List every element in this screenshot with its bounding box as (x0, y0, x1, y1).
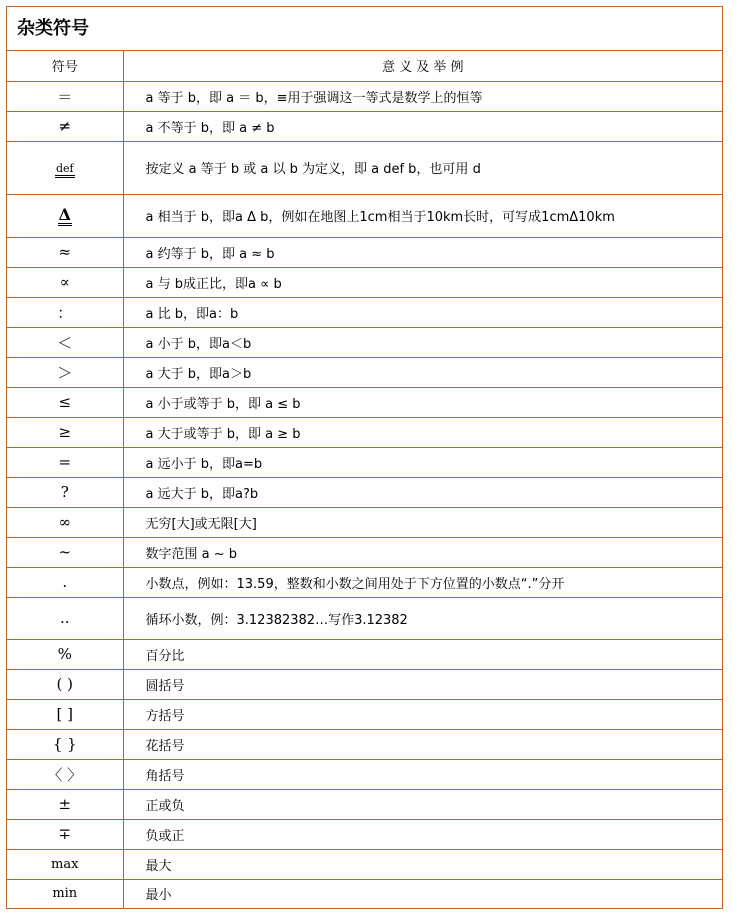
meaning-text: a 约等于 b，即 a ≈ b (145, 246, 275, 262)
table-row (7, 111, 722, 141)
meaning-text: 无穷[大]或无限[大] (145, 516, 257, 532)
header-meaning: 意 义 及 举 例 (123, 51, 722, 81)
symbol-text: ≥ (58, 423, 72, 441)
symbol-text: ± (58, 795, 72, 813)
symbol-cell (7, 477, 123, 507)
table-header-row (7, 51, 722, 81)
meaning-text: a 远大于 b，即a?b (145, 486, 259, 502)
meaning-text: a 大于或等于 b，即 a ≥ b (145, 426, 301, 442)
table-row (7, 447, 722, 477)
symbol-text: ＜ (57, 333, 73, 352)
symbol-cell (7, 111, 123, 141)
symbol-cell (7, 327, 123, 357)
symbol-sheet (6, 6, 723, 909)
meaning-cell (123, 669, 722, 699)
symbol-text: ? (60, 483, 69, 501)
meaning-cell (123, 387, 722, 417)
symbol-text: [ ] (56, 705, 73, 723)
meaning-text: 方括号 (145, 708, 185, 724)
symbol-text: = (58, 453, 72, 471)
symbol-text: ＞ (57, 363, 73, 382)
meaning-text: 数字范围 a ~ b (145, 546, 238, 562)
meaning-text: 循环小数，例：3.12382382…写作3.12382 (145, 612, 408, 628)
table-row (7, 567, 722, 597)
symbol-cell (7, 417, 123, 447)
table-row (7, 879, 722, 908)
symbol-text: ≠ (58, 117, 72, 135)
symbol-cell (7, 447, 123, 477)
table-row (7, 297, 722, 327)
meaning-cell (123, 597, 722, 639)
meaning-cell (123, 237, 722, 267)
meaning-cell (123, 357, 722, 387)
table-row (7, 81, 722, 111)
meaning-text: a 等于 b，即 a ＝ b，≡用于强调这一等式是数学上的恒等 (145, 90, 483, 106)
table-row (7, 327, 722, 357)
symbol-text: ( ) (56, 675, 73, 693)
table-row (7, 669, 722, 699)
meaning-cell (123, 297, 722, 327)
meaning-text: a 大于 b，即a＞b (145, 366, 252, 382)
symbol-cell (7, 699, 123, 729)
symbol-cell (7, 567, 123, 597)
meaning-cell (123, 447, 722, 477)
table-row (7, 477, 722, 507)
symbol-cell (7, 141, 123, 194)
symbol-text: ≈ (58, 243, 72, 261)
symbol-text: ： (57, 303, 73, 322)
meaning-cell (123, 537, 722, 567)
table-row (7, 759, 722, 789)
symbol-cell (7, 597, 123, 639)
meaning-text: 小数点，例如：13.59，整数和小数之间用处于下方位置的小数点“.”分开 (145, 576, 565, 592)
meaning-cell (123, 639, 722, 669)
meaning-cell (123, 699, 722, 729)
symbol-text: ∓ (58, 825, 72, 843)
symbol-text: max (51, 856, 79, 872)
meaning-text: a 相当于 b，即a Δ b，例如在地图上1cm相当于10km长时，可写成1cmΔ10km (145, 210, 615, 225)
symbol-cell (7, 237, 123, 267)
table-row (7, 789, 722, 819)
symbol-cell (7, 729, 123, 759)
symbol-text: .. (59, 609, 70, 627)
symbol-cell (7, 297, 123, 327)
meaning-text: 最大 (145, 858, 172, 874)
symbol-cell (7, 537, 123, 567)
meaning-text: 按定义 a 等于 b 或 a 以 b 为定义，即 a def b，也可用 d (145, 162, 481, 177)
symbol-text: Δ (58, 204, 71, 224)
table-row (7, 237, 722, 267)
meaning-cell (123, 81, 722, 111)
symbol-cell (7, 819, 123, 849)
header-symbol: 符号 (7, 51, 123, 81)
symbol-cell (7, 81, 123, 111)
symbol-text: def (55, 163, 75, 178)
meaning-cell (123, 477, 722, 507)
meaning-cell (123, 879, 722, 908)
symbol-cell (7, 759, 123, 789)
meaning-cell (123, 849, 722, 879)
meaning-cell (123, 417, 722, 447)
table-row (7, 267, 722, 297)
symbol-cell (7, 387, 123, 417)
symbol-cell (7, 669, 123, 699)
symbol-text: min (52, 886, 78, 901)
symbol-cell (7, 357, 123, 387)
page-title: 杂类符号 (7, 7, 722, 51)
symbol-text: { } (52, 735, 77, 753)
symbol-cell (7, 194, 123, 237)
table-row (7, 849, 722, 879)
meaning-cell (123, 267, 722, 297)
meaning-text: 花括号 (145, 738, 185, 754)
meaning-cell (123, 567, 722, 597)
meaning-text: a 远小于 b，即a=b (145, 456, 263, 472)
table-row (7, 141, 722, 194)
meaning-text: a 与 b成正比，即a ∝ b (145, 276, 282, 292)
symbol-cell (7, 879, 123, 908)
symbol-table (7, 51, 722, 909)
meaning-text: 最小 (145, 888, 172, 903)
table-row (7, 357, 722, 387)
symbol-cell (7, 267, 123, 297)
symbol-text: . (62, 573, 68, 591)
meaning-cell (123, 327, 722, 357)
meaning-text: 角括号 (145, 768, 185, 784)
symbol-text: ~ (58, 543, 72, 561)
symbol-cell (7, 849, 123, 879)
meaning-text: 负或正 (145, 828, 185, 844)
symbol-cell (7, 507, 123, 537)
table-row (7, 507, 722, 537)
table-row (7, 597, 722, 639)
table-row (7, 387, 722, 417)
meaning-text: a 小于 b，即a＜b (145, 336, 252, 352)
symbol-text: 〈 〉 (47, 765, 83, 784)
symbol-text: % (57, 645, 72, 663)
table-row (7, 537, 722, 567)
meaning-cell (123, 759, 722, 789)
meaning-cell (123, 819, 722, 849)
meaning-cell (123, 507, 722, 537)
table-row (7, 729, 722, 759)
meaning-text: 百分比 (145, 648, 185, 664)
meaning-cell (123, 729, 722, 759)
table-row (7, 699, 722, 729)
meaning-text: a 小于或等于 b，即 a ≤ b (145, 396, 301, 412)
meaning-text: a 比 b，即a：b (145, 306, 239, 322)
meaning-text: 圆括号 (145, 678, 185, 694)
meaning-cell (123, 141, 722, 194)
symbol-text: ＝ (57, 87, 73, 106)
table-row (7, 194, 722, 237)
table-row (7, 639, 722, 669)
meaning-text: 正或负 (145, 798, 185, 814)
table-row (7, 819, 722, 849)
meaning-text: a 不等于 b，即 a ≠ b (145, 120, 275, 136)
symbol-cell (7, 789, 123, 819)
meaning-cell (123, 194, 722, 237)
symbol-text: ∝ (59, 273, 70, 291)
symbol-text: ≤ (58, 393, 72, 411)
meaning-cell (123, 111, 722, 141)
symbol-text: ∞ (58, 513, 71, 531)
table-row (7, 417, 722, 447)
meaning-cell (123, 789, 722, 819)
symbol-cell (7, 639, 123, 669)
